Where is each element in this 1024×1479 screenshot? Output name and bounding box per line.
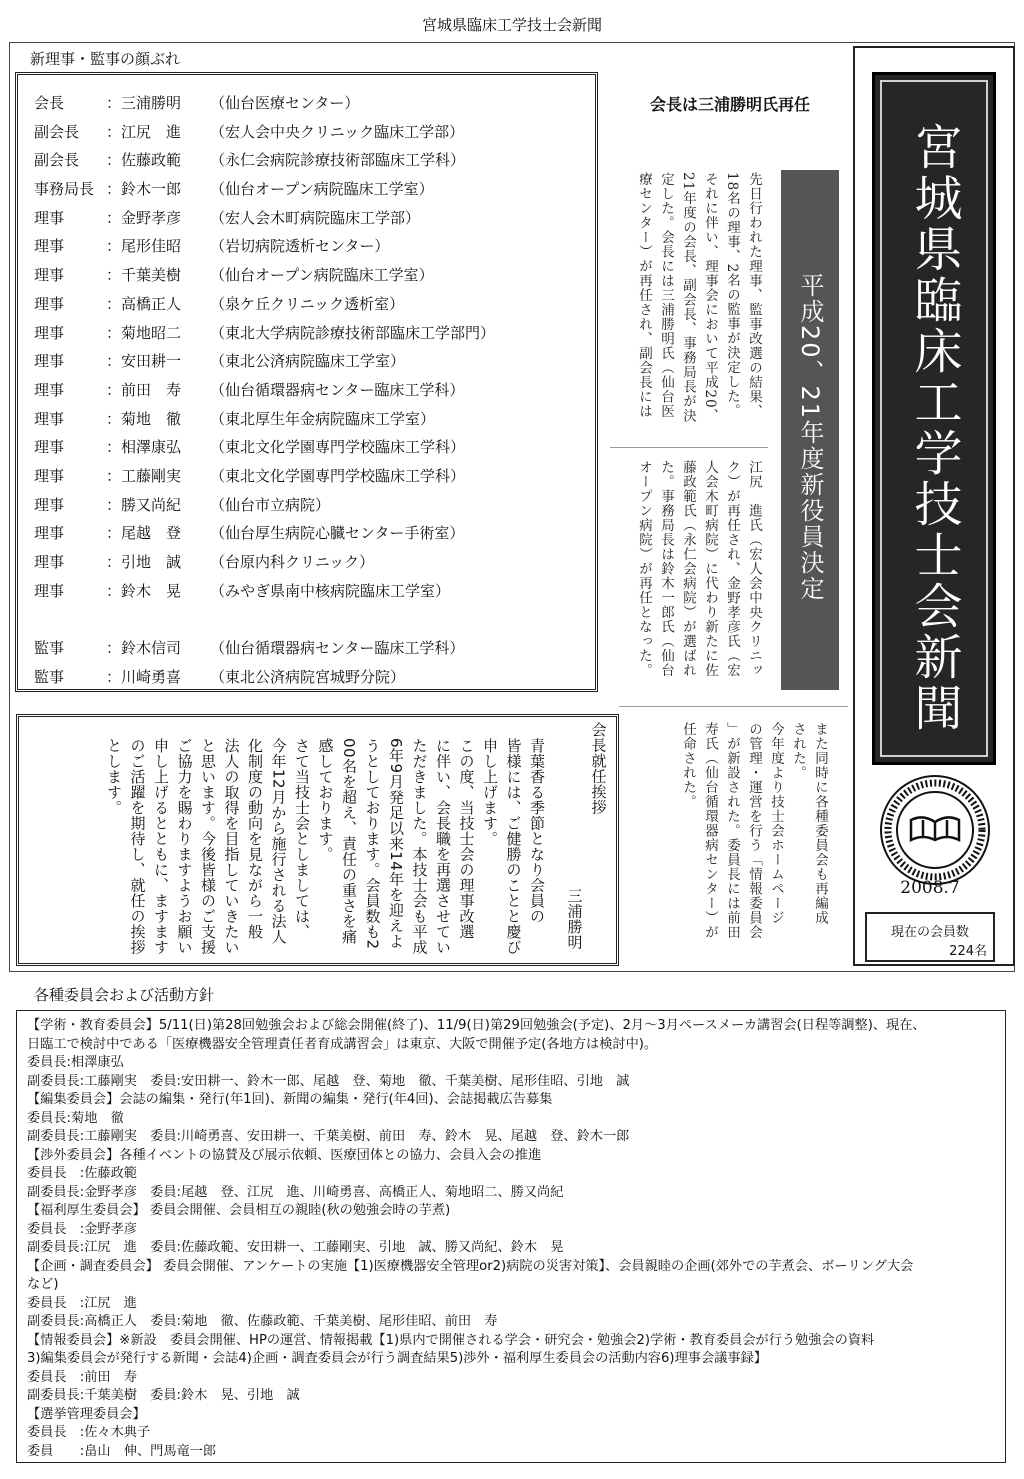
roster-role: 理事 — [34, 352, 65, 371]
roster-row — [34, 462, 595, 491]
greeting-column: 6年9月発足以来14年を迎えよ — [387, 738, 405, 949]
roster-name: ：安田耕一 — [106, 352, 182, 371]
roster-name: ：佐藤政範 — [106, 151, 182, 170]
roster-row — [34, 577, 595, 606]
article-column: 」が新設された。委員長には前田 — [724, 722, 740, 940]
roster-row — [34, 146, 595, 175]
greeting-column: 今年12月から施行される法人 — [269, 738, 288, 945]
roster-row — [34, 347, 595, 376]
roster-org: （東北大学病院診療技術部臨床工学部門） — [210, 323, 496, 342]
roster-org: （東北文化学園専門学校臨床工学科） — [210, 438, 466, 457]
roster-org: （みやぎ県南中核病院臨床工学室） — [210, 581, 451, 600]
greeting-column: 00名を超え、責任の重さを痛 — [340, 738, 358, 945]
article-column: それに伴い、理事会において平成20、 — [702, 172, 718, 424]
roster-row — [34, 405, 595, 434]
roster-name: ：三浦勝明 — [106, 94, 182, 112]
roster-row — [34, 634, 595, 663]
committee-line: 副委員長:金野孝彦 委員:尾越 登、江尻 進、川崎勇喜、高橋正人、菊地昭二、勝又尚紀 — [27, 1184, 564, 1200]
roster-name: ：鈴木 晃 — [106, 581, 182, 600]
greeting-text — [28, 738, 548, 960]
committee-line: 副委員長:工藤剛実 委員:安田耕一、鈴木一郎、尾越 登、菊地 徹、千葉美樹、尾形佳昭、引地 誠 — [27, 1073, 630, 1089]
roster-name: ：川崎勇喜 — [106, 667, 182, 686]
roster-role: 理事 — [34, 323, 65, 342]
roster-org: （宏人会中央クリニック臨床工学部） — [210, 122, 465, 141]
article-column: 江尻 進氏（宏人会中央クリニッ — [746, 460, 762, 678]
roster-row — [34, 175, 595, 204]
roster-org: （仙台医療センター） — [210, 94, 360, 112]
article-column: た。事務局長は鈴木一郎氏（仙台 — [658, 460, 674, 678]
divider — [619, 706, 848, 707]
greeting-column: ただきました。本技士会も平成 — [410, 738, 429, 955]
roster-name: ：金野孝彦 — [106, 208, 182, 227]
association-logo-icon — [875, 770, 995, 890]
greeting-column: さて当技士会としましては、 — [293, 738, 311, 940]
roster-row — [34, 204, 595, 233]
issue-date: 2008.7 — [900, 878, 960, 898]
roster-org: （仙台オープン病院臨床工学室） — [210, 180, 434, 199]
committee-line: 副委員長:江尻 進 委員:佐藤政範、安田耕一、工藤剛実、引地 誠、勝又尚紀、鈴木 晃 — [27, 1240, 564, 1255]
members-box — [865, 912, 995, 962]
roster-name: ：江尻 進 — [106, 122, 182, 141]
committee-line: 【選挙管理委員会】 — [27, 1406, 146, 1422]
committee-line: 【企画・調査委員会】 委員会開催、アンケートの実施【1)医療機器安全管理or2)病院の災害対策】、会員親睦の企画(郊外での芋煮会、ボーリング大会 — [27, 1258, 914, 1274]
roster-row — [34, 290, 595, 319]
greeting-title: 会長就任挨拶 — [589, 722, 608, 815]
greeting-column: のご活躍を期待し、就任の挨拶 — [128, 738, 147, 955]
roster-org: （仙台循環器病センター臨床工学科） — [210, 639, 465, 658]
committee-line: 委員長 :江尻 進 — [27, 1295, 137, 1311]
article-column: 人会木町病院）に代わり新たに佐 — [702, 460, 718, 678]
article-column: 21年度の会長、副会長、事務局長が決 — [680, 172, 696, 424]
election-upper-text — [615, 172, 765, 434]
roster-org: （東北厚生年金病院臨床工学室） — [210, 409, 436, 428]
roster-role: 理事 — [34, 294, 65, 313]
roster-row — [34, 319, 595, 348]
article-column: された。 — [790, 722, 806, 780]
roster-role: 監事 — [34, 667, 65, 686]
greeting-column: 化制度の動向を見ながら一般 — [246, 738, 264, 940]
article-column: 任命された。 — [680, 722, 696, 809]
roster-row — [34, 376, 595, 405]
committee-line: 委員長 :佐々木典子 — [27, 1425, 151, 1440]
roster-org: （宏人会木町病院臨床工学部） — [210, 208, 421, 227]
committees-box — [16, 1010, 1006, 1463]
election-headline: 会長は三浦勝明氏再任 — [649, 95, 810, 114]
roster-row — [34, 548, 595, 577]
roster-title: 新理事・監事の顔ぶれ — [30, 50, 181, 68]
roster-row — [34, 519, 595, 548]
election-middle-text — [615, 460, 765, 695]
committee-line: 【福利厚生委員会】 委員会開催、会員相互の親睦(秋の勉強会時の芋煮) — [27, 1203, 451, 1218]
roster-role: 理事 — [34, 380, 65, 399]
roster-role: 副会長 — [34, 122, 80, 141]
committee-line: 委員長 :金野孝彦 — [27, 1221, 137, 1237]
roster-name: ：尾形佳昭 — [106, 237, 182, 256]
committee-line: 委員 :畠山 伸、門馬竜一郎 — [27, 1443, 217, 1459]
roster-box — [15, 72, 598, 692]
roster-row — [34, 89, 595, 118]
article-column: ク）が再任され、金野孝彦氏（宏 — [724, 460, 740, 678]
roster-name: ：千葉美樹 — [106, 266, 182, 285]
roster-row — [34, 433, 595, 462]
committee-line: 副委員長:工藤剛実 委員:川崎勇喜、安田耕一、千葉美樹、前田 寿、鈴木 晃、尾越 登、鈴木一郎 — [27, 1129, 630, 1144]
committee-line: 【情報委員会】※新設 委員会開催、HPの運営、情報掲載【1)県内で開催される学会・研究会・勉強会2)学術・教育委員会が行う勉強会の資料 — [27, 1332, 875, 1348]
article-column: また同時に各種委員会も再編成 — [812, 722, 828, 925]
roster-org: （岩切病院透析センター） — [210, 237, 390, 256]
roster-row — [34, 491, 595, 520]
committee-line: 【学術・教育委員会】5/11(日)第28回勉強会および総会開催(終了)、11/9(日)第29回勉強会(予定)、2月～3月ペースメーカ講習会(日程等調整)、現在、 — [27, 1018, 926, 1033]
roster-name: ：鈴木一郎 — [106, 180, 182, 199]
roster-role: 理事 — [34, 466, 65, 485]
roster-role: 会長 — [34, 94, 65, 112]
roster-row — [34, 118, 595, 147]
roster-org: （東北公済病院宮城野分院） — [210, 667, 406, 686]
committee-line: など) — [27, 1277, 59, 1292]
roster-row — [34, 232, 595, 261]
article-column: の管理・運営を行う「情報委員会 — [746, 722, 762, 940]
roster-role: 理事 — [34, 524, 65, 543]
greeting-column: うとしております。会員数も2 — [363, 738, 382, 950]
roster-role: 事務局長 — [34, 180, 95, 199]
roster-row — [34, 261, 595, 290]
roster-role: 理事 — [34, 438, 65, 457]
committee-line: 【渉外委員会】各種イベントの協賛及び展示依頼、医療団体との協力、会員入会の推進 — [27, 1147, 542, 1163]
roster-org: （仙台循環器病センター臨床工学科） — [210, 380, 465, 399]
roster-name: ：相澤康弘 — [106, 438, 182, 457]
roster-role: 理事 — [34, 409, 65, 428]
greeting-column: 感しております。 — [316, 738, 335, 862]
roster-name: ：菊地 徹 — [106, 409, 182, 428]
greeting-column: この度、当技士会の理事改選 — [457, 738, 476, 940]
running-header: 宮城県臨床工学技士会新聞 — [421, 16, 602, 34]
committee-line: 委員長 :前田 寿 — [27, 1369, 137, 1385]
roster-role: 理事 — [34, 553, 65, 571]
committee-line: 副委員長:千葉美樹 委員:鈴木 晃、引地 誠 — [27, 1388, 300, 1403]
committee-line: 日臨工で検討中である「医療機器安全管理責任者育成講習会」は東京、大阪で開催予定(各地方は検討中)。 — [27, 1036, 658, 1052]
roster-name: ：高橋正人 — [106, 294, 182, 313]
roster-org: （永仁会病院診療技術部臨床工学科） — [210, 151, 466, 170]
members-label: 現在の会員数 — [890, 925, 969, 940]
roster-role: 監事 — [34, 639, 65, 658]
greeting-column: ご協力を賜わりますようお願い — [175, 738, 194, 955]
roster-org: （東北文化学園専門学校臨床工学科） — [210, 466, 466, 485]
roster-name: ：勝又尚紀 — [106, 495, 182, 514]
roster-org: （仙台市立病院） — [210, 495, 331, 514]
article-column: 先日行われた理事、監事改選の結果、 — [746, 172, 762, 419]
roster-name: ：引地 誠 — [106, 553, 182, 571]
committee-line: 委員長 :佐藤政範 — [27, 1166, 137, 1181]
article-column: 18名の理事、2名の監事が決定した。 — [724, 172, 740, 419]
roster-role: 副会長 — [34, 151, 80, 170]
greeting-column: 皆様には、ご健勝のことと慶び — [504, 738, 523, 955]
roster-name: ：前田 寿 — [106, 380, 182, 399]
roster-role: 理事 — [34, 266, 65, 285]
roster-name: ：菊地昭二 — [106, 323, 182, 342]
article-column: 今年度より技士会ホームページ — [768, 722, 784, 925]
roster-org: （仙台オープン病院臨床工学室） — [210, 266, 434, 285]
roster-role: 理事 — [34, 237, 65, 256]
roster-name: ：尾越 登 — [106, 524, 182, 543]
roster-name: ：鈴木信司 — [106, 639, 182, 658]
roster-row — [34, 663, 595, 692]
roster-gap — [34, 605, 595, 634]
greeting-column: 申し上げます。 — [481, 738, 499, 847]
greeting-column: 青葉香る季節となり会員の — [528, 738, 546, 924]
roster-name: ：工藤剛実 — [106, 466, 182, 485]
committee-line: 委員長:相澤康弘 — [27, 1055, 124, 1070]
greeting-author: 三浦勝明 — [565, 888, 584, 950]
divider — [610, 447, 768, 448]
article-column: オープン病院）が再任となった。 — [636, 460, 652, 678]
election-lower-text — [656, 722, 831, 967]
committees-title: 各種委員会および活動方針 — [34, 986, 215, 1004]
greeting-column: に伴い、会長職を再選させてい — [434, 738, 452, 955]
roster-org: （仙台厚生病院心臓センター手術室） — [210, 524, 465, 543]
greeting-column: 法人の取得を目指していきたい — [222, 738, 241, 955]
roster-role: 理事 — [34, 581, 65, 600]
masthead-title: 宮城県臨床工学技士会新聞 — [906, 121, 962, 734]
election-banner: 平成20、21年度新役員決定 — [781, 170, 839, 690]
committee-line: 【編集委員会】会誌の編集・発行(年1回)、新聞の編集・発行(年4回)、会誌掲載広告募集 — [27, 1092, 553, 1107]
members-count: 224名 — [949, 944, 987, 959]
roster-org: （泉ケ丘クリニック透析室） — [210, 294, 405, 313]
greeting-column: 申し上げるとともに、ますます — [152, 738, 170, 955]
committee-line: 副委員長:高橋正人 委員:菊地 徹、佐藤政範、千葉美樹、尾形佳昭、前田 寿 — [27, 1314, 498, 1329]
committee-line: 3)編集委員会が発行する新聞・会誌4)企画・調査委員会が行う調査結果5)渉外・福利厚生委員会の活動内容6)理事会議事録】 — [27, 1351, 767, 1366]
article-column: 定した。会長には三浦勝明氏（仙台医 — [658, 172, 674, 419]
roster-org: （東北公済病院臨床工学室） — [210, 352, 406, 371]
roster-org: （台原内科クリニック） — [210, 553, 375, 571]
article-column: 藤政範氏（永仁会病院）が選ばれ — [680, 460, 696, 678]
roster-role: 理事 — [34, 208, 65, 227]
greeting-column: と思います。今後皆様のご支援 — [199, 738, 217, 955]
article-column: 寿氏（仙台循環器病センター）が — [702, 722, 718, 940]
roster-role: 理事 — [34, 495, 65, 514]
article-column: 療センター）が再任され、副会長には — [636, 172, 652, 419]
greeting-column: とします。 — [105, 738, 123, 816]
committee-line: 委員長:菊地 徹 — [27, 1110, 124, 1126]
